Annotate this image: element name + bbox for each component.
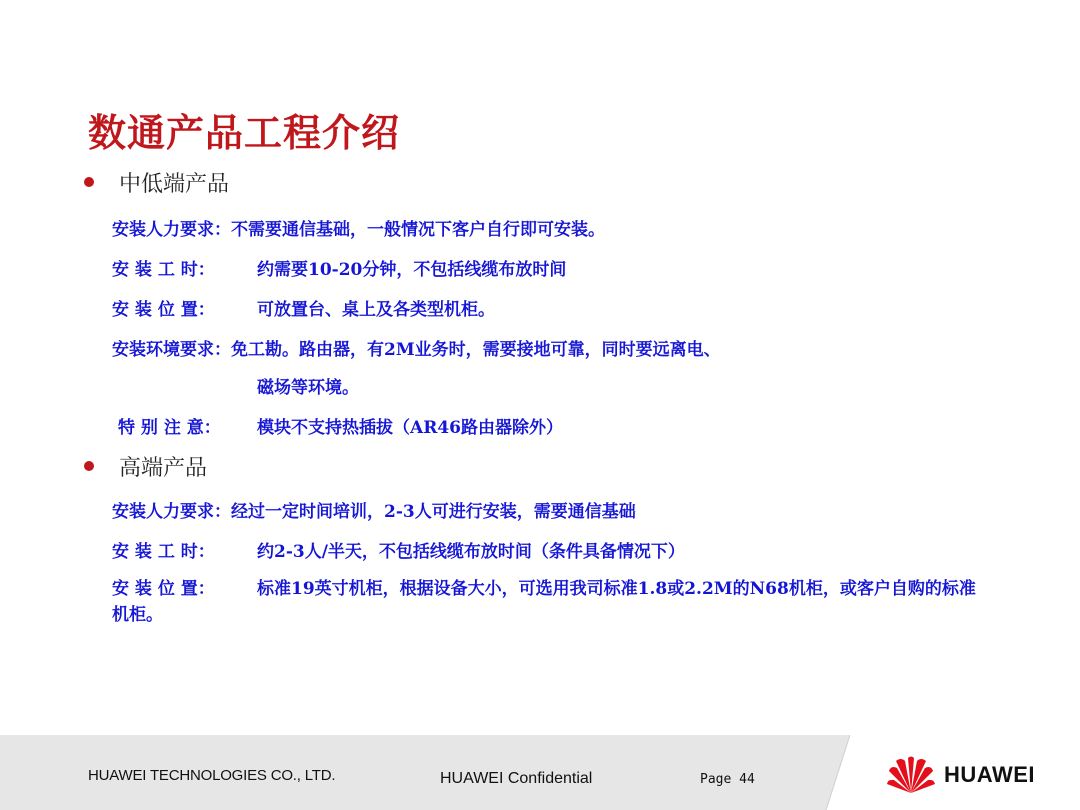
row-label: 安 装 工 时： bbox=[112, 260, 215, 280]
section-heading: 中低端产品 bbox=[119, 171, 230, 197]
row-label: 安装人力要求： bbox=[112, 502, 231, 522]
row-label: 安 装 位 置： bbox=[112, 300, 215, 320]
row-text: 经过一定时间培训，2-3人可进行安装，需要通信基础 bbox=[231, 502, 636, 522]
requirement-row bbox=[112, 576, 992, 628]
section-high-end bbox=[82, 452, 207, 480]
row-text: 不需要通信基础，一般情况下客户自行即可安装。 bbox=[231, 220, 605, 240]
row-text: 标准19英寸机柜，根据设备大小，可选用我司标准1.8或2.2M的N68机柜，或客户自购的标准机柜。 bbox=[112, 579, 976, 625]
row-label: 安 装 位 置： bbox=[112, 579, 215, 599]
row-text: 模块不支持热插拔（AR46路由器除外） bbox=[257, 418, 563, 438]
section-low-mid-end bbox=[82, 168, 229, 196]
footer-confidential: HUAWEI Confidential bbox=[440, 770, 593, 787]
row-continuation: 磁场等环境。 bbox=[257, 378, 359, 398]
requirement-row bbox=[112, 255, 566, 280]
row-label: 安 装 工 时： bbox=[112, 542, 215, 562]
page-number: Page 44 bbox=[700, 772, 755, 787]
row-text: 约需要10-20分钟，不包括线缆布放时间 bbox=[257, 260, 567, 280]
row-text: 可放置台、桌上及各类型机柜。 bbox=[257, 300, 495, 320]
section-heading: 高端产品 bbox=[119, 455, 208, 481]
bullet-dot-icon bbox=[84, 461, 94, 471]
requirement-row bbox=[112, 497, 636, 522]
row-text: 免工勘。路由器，有2M业务时，需要接地可靠，同时要远离电、 bbox=[231, 340, 721, 360]
huawei-flower-logo-icon bbox=[886, 755, 936, 795]
slide-title: 数通产品工程介绍 bbox=[88, 111, 401, 155]
requirement-row bbox=[118, 413, 563, 438]
bullet-item bbox=[82, 452, 207, 480]
requirement-row bbox=[112, 537, 685, 562]
logo-wordmark: HUAWEI bbox=[944, 762, 1035, 787]
huawei-logo bbox=[886, 752, 1051, 798]
requirement-row bbox=[112, 215, 605, 240]
footer-company: HUAWEI TECHNOLOGIES CO., LTD. bbox=[88, 767, 336, 784]
bullet-dot-icon bbox=[84, 177, 94, 187]
row-label: 特 别 注 意： bbox=[118, 418, 221, 438]
requirement-row bbox=[112, 295, 495, 320]
row-label: 安装人力要求： bbox=[112, 220, 231, 240]
requirement-row bbox=[112, 335, 721, 360]
bullet-item bbox=[82, 168, 229, 196]
row-label: 安装环境要求： bbox=[112, 340, 231, 360]
row-text: 约2-3人/半天，不包括线缆布放时间（条件具备情况下） bbox=[257, 542, 685, 562]
